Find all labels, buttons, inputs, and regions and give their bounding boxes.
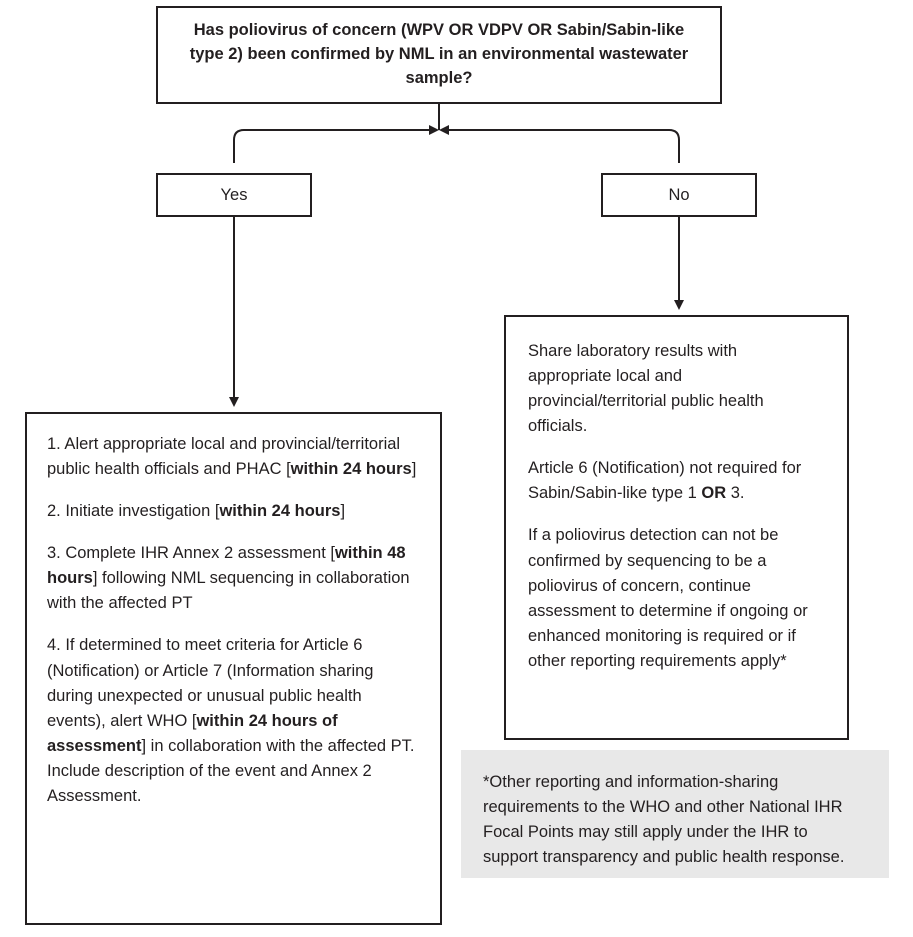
- footnote-text: *Other reporting and information-sharing requirements to the WHO and other National IHR Focal Points may still apply under the IHR to support transparency and public health response.: [483, 773, 845, 867]
- body-text: 3.: [726, 484, 745, 503]
- no-action-item-1: [528, 339, 825, 439]
- emphasis-text: within 24 hours: [219, 502, 341, 521]
- body-text: 1. Alert appropriate local and provincial/territorial public health officials and PHAC [: [47, 435, 401, 479]
- no-actions-box: [504, 315, 849, 740]
- branch-no-box: [601, 173, 757, 217]
- body-text: Share laboratory results with appropriate local and provincial/territorial public health officials.: [528, 342, 764, 436]
- branch-yes-box: [156, 173, 312, 217]
- emphasis-text: within 24 hours: [290, 460, 412, 479]
- body-text: ]: [340, 502, 346, 521]
- yes-actions-box: [25, 412, 442, 925]
- body-text: 4. If determined to meet criteria for Article 6 (Notification) or Article 7 (Information sharing during unexpected or unusual public health events), alert WHO [: [47, 636, 374, 730]
- question-text: Has poliovirus of concern (WPV OR VDPV OR Sabin/Sabin-like type 2) been confirmed by NML in an environmental wastewater sample?: [189, 21, 689, 87]
- no-action-item-2: [528, 456, 825, 506]
- footnote-box: [461, 750, 889, 878]
- body-text: ] following NML sequencing in collaboration with the affected PT: [47, 569, 410, 613]
- yes-action-item-2: [47, 499, 420, 524]
- body-text: ]: [411, 460, 417, 479]
- branch-no-label: No: [668, 185, 690, 204]
- body-text: ] in collaboration with the affected PT. Include description of the event and Annex 2 Assessment.: [47, 736, 415, 805]
- emphasis-text: within 48 hours: [47, 544, 406, 588]
- yes-action-item-3: [47, 541, 420, 616]
- body-text: 3. Complete IHR Annex 2 assessment [: [47, 544, 335, 563]
- branch-yes-label: Yes: [220, 185, 248, 204]
- yes-action-item-1: [47, 432, 420, 482]
- body-text: Article 6 (Notification) not required for Sabin/Sabin-like type 1: [528, 459, 802, 503]
- no-action-item-3: [528, 523, 825, 673]
- body-text: 2. Initiate investigation [: [47, 502, 220, 521]
- yes-action-item-4: [47, 633, 420, 809]
- emphasis-text: within 24 hours of assessment: [47, 711, 338, 755]
- body-text: If a poliovirus detection can not be confirmed by sequencing to be a poliovirus of concern, continue assessment to determine if ongoing or enhanced monitoring is required or if other reporting requirements apply*: [528, 526, 808, 670]
- emphasis-text: OR: [701, 484, 727, 503]
- question-box: [156, 6, 722, 104]
